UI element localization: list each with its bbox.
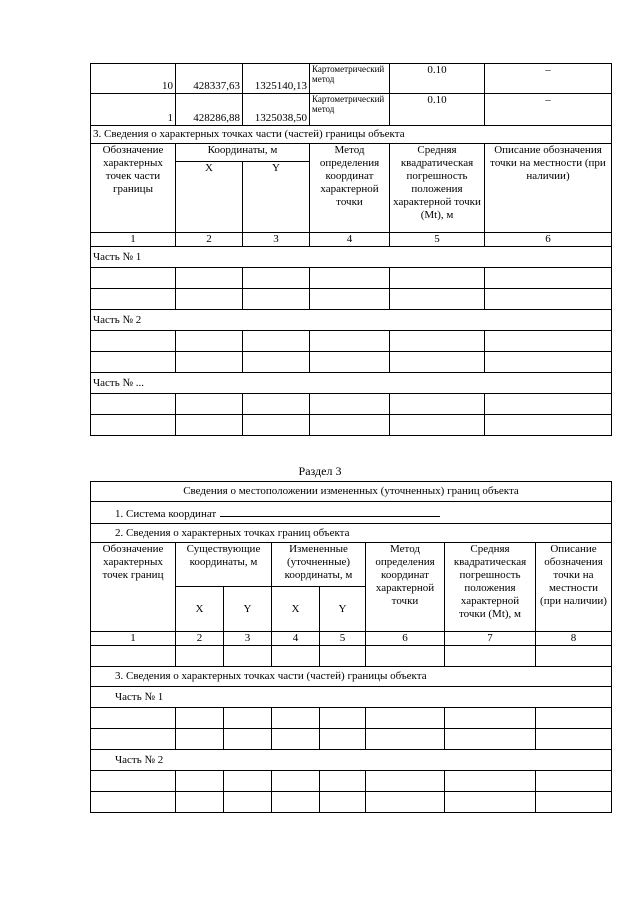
point-error: 0.10 — [390, 94, 485, 126]
point-number: 1 — [91, 94, 176, 126]
header-x: X — [176, 587, 224, 632]
column-number: 6 — [485, 233, 612, 247]
column-number: 4 — [272, 632, 320, 646]
column-number: 3 — [243, 233, 310, 247]
header-description: Описание обозначения точки на местности (при наличии) — [485, 144, 612, 233]
table-row — [91, 771, 612, 792]
part-label: Часть № 2 — [91, 310, 612, 331]
header-description: Описание обозначения точки на местности (при наличии) — [536, 543, 612, 632]
column-number: 7 — [445, 632, 536, 646]
header-x: X — [272, 587, 320, 632]
point-y: 1325140,13 — [243, 64, 310, 94]
part-label: Часть № 1 — [91, 687, 612, 708]
part-label: Часть № 2 — [91, 750, 612, 771]
header-y: Y — [224, 587, 272, 632]
coordinate-system-blank — [220, 505, 440, 517]
point-description: – — [485, 64, 612, 94]
column-number: 1 — [91, 233, 176, 247]
header-existing-coords: Существующие координаты, м — [176, 543, 272, 587]
table-row — [91, 94, 612, 126]
point-error: 0.10 — [390, 64, 485, 94]
table-row — [91, 394, 612, 415]
column-numbers-row — [91, 632, 612, 646]
part-points-table — [90, 63, 612, 436]
column-number: 5 — [390, 233, 485, 247]
point-number: 10 — [91, 64, 176, 94]
point-description: – — [485, 94, 612, 126]
column-number: 3 — [224, 632, 272, 646]
column-number: 4 — [310, 233, 390, 247]
header-error: Средняя квадратическая погрешность положения характерной точки (Mt), м — [445, 543, 536, 632]
coordinate-system-label: 1. Система координат — [115, 507, 217, 520]
column-number: 2 — [176, 233, 243, 247]
column-number: 8 — [536, 632, 612, 646]
table-row — [91, 729, 612, 750]
table-row — [91, 289, 612, 310]
header-y: Y — [320, 587, 366, 632]
table-row — [91, 792, 612, 813]
column-number: 2 — [176, 632, 224, 646]
changed-boundaries-table — [90, 481, 612, 813]
point-x: 428337,63 — [176, 64, 243, 94]
parts-section-title: 3. Сведения о характерных точках части (частей) границы объекта — [91, 667, 612, 687]
header-designation: Обозначение характерных точек части границы — [91, 144, 176, 233]
table-row — [91, 64, 612, 94]
points-section-title: 2. Сведения о характерных точках границ объекта — [91, 524, 612, 543]
part-label: Часть № 1 — [91, 247, 612, 268]
point-y: 1325038,50 — [243, 94, 310, 126]
part-section-title: 3. Сведения о характерных точках части (частей) границы объекта — [91, 126, 612, 144]
header-error: Средняя квадратическая погрешность положения характерной точки (Mt), м — [390, 144, 485, 233]
table-row — [91, 415, 612, 436]
header-method: Метод определения координат характерной точки — [310, 144, 390, 233]
header-changed-coords: Измененные (уточненные) координаты, м — [272, 543, 366, 587]
point-method: Картометрический метод — [310, 94, 390, 126]
header-method: Метод определения координат характерной точки — [366, 543, 445, 632]
header-y: Y — [243, 162, 310, 233]
point-method: Картометрический метод — [310, 64, 390, 94]
section-heading: Сведения о местоположении измененных (уточненных) границ объекта — [91, 482, 612, 502]
column-number: 5 — [320, 632, 366, 646]
column-numbers-row — [91, 233, 612, 247]
column-number: 6 — [366, 632, 445, 646]
header-designation: Обозначение характерных точек границ — [91, 543, 176, 632]
table-row — [91, 331, 612, 352]
header-x: X — [176, 162, 243, 233]
table-row — [91, 268, 612, 289]
table-row — [91, 352, 612, 373]
table-row — [91, 708, 612, 729]
table-row — [91, 646, 612, 667]
part-label: Часть № ... — [91, 373, 612, 394]
section-title: Раздел 3 — [298, 464, 342, 478]
coordinate-system-row — [91, 502, 612, 524]
point-x: 428286,88 — [176, 94, 243, 126]
header-coordinates: Координаты, м — [176, 144, 310, 162]
column-number: 1 — [91, 632, 176, 646]
